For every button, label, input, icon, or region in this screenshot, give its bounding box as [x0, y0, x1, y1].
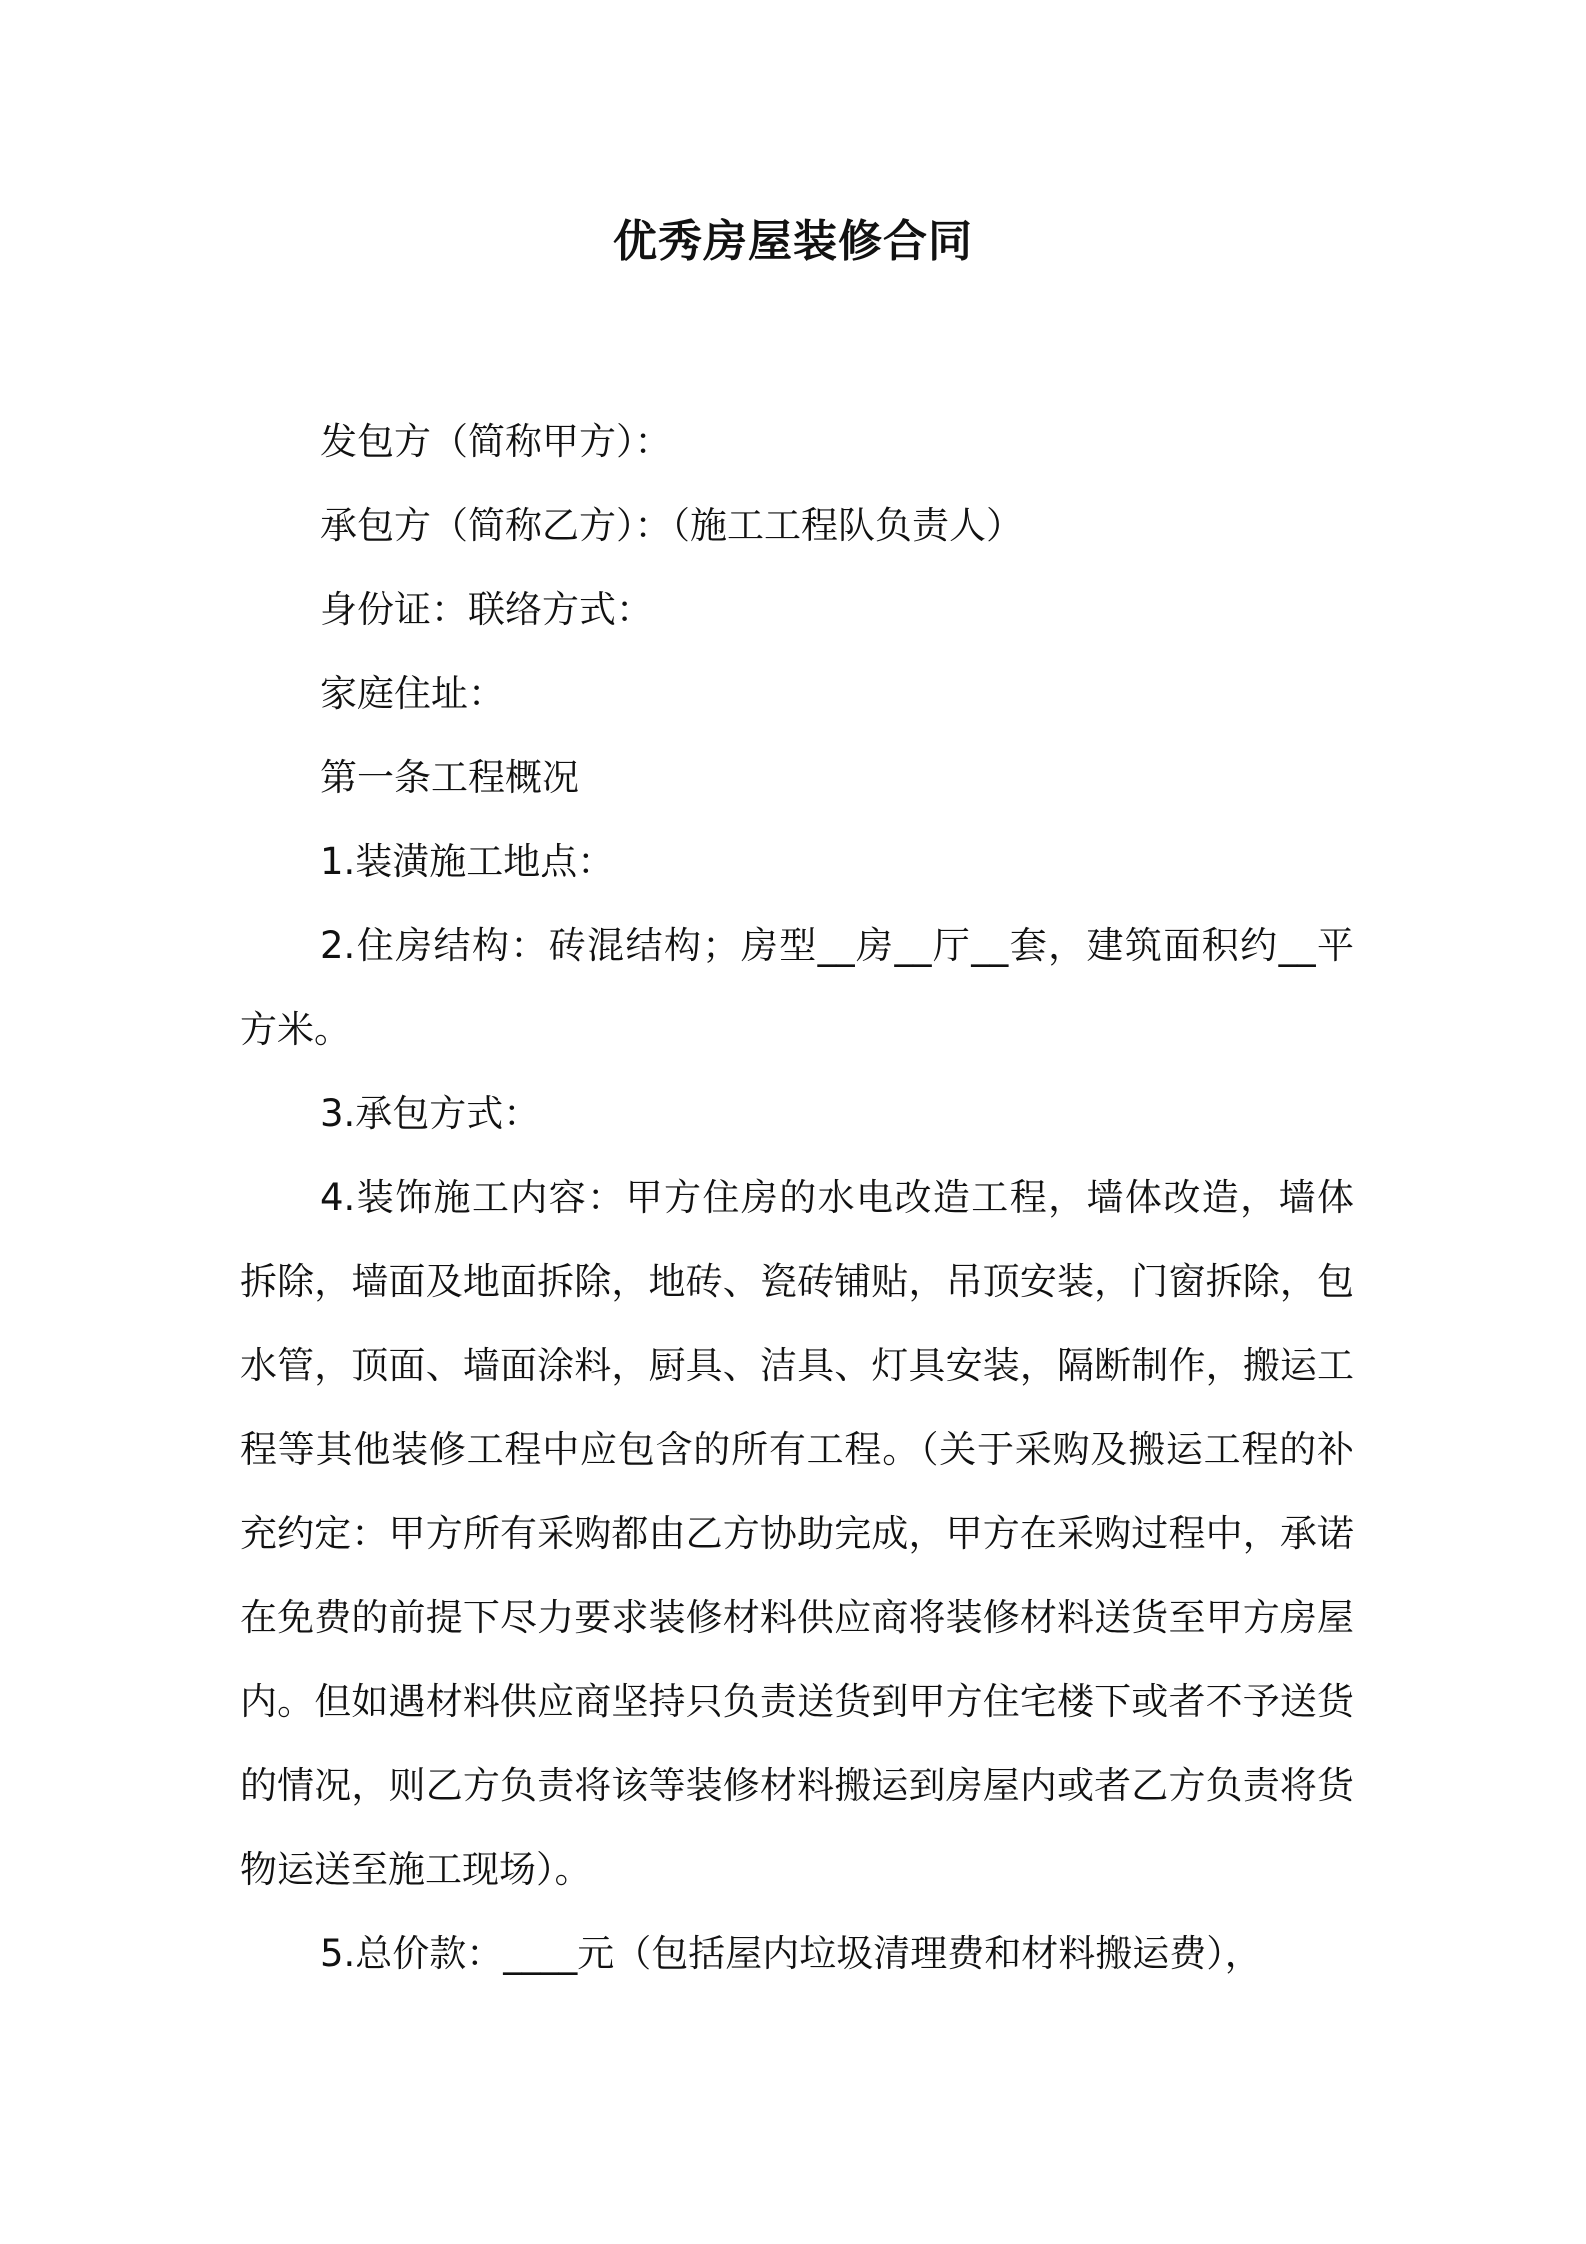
clause-3: 3.承包方式： [320, 1092, 541, 1135]
document-title: 优秀房屋装修合同 [613, 216, 973, 267]
party-b-line: 承包方（简称乙方）：（施工工程队负责人） [320, 504, 1023, 547]
clause-5: 5.总价款：____元（包括屋内垃圾清理费和材料搬运费）， [320, 1932, 1262, 1975]
clause-2: 2.住房结构：砖混结构；房型__房__厅__套，建筑面积约__平方米。 [240, 924, 1354, 1051]
id-contact-line: 身份证：联络方式： [320, 588, 653, 631]
clause-1: 1.装潢施工地点： [320, 840, 615, 883]
document-body [240, 400, 1354, 1996]
clause-4: 4.装饰施工内容：甲方住房的水电改造工程，墙体改造，墙体拆除，墙面及地面拆除，地砖、瓷砖铺贴，吊顶安装，门窗拆除，包水管，顶面、墙面涂料，厨具、洁具、灯具安装，隔断制作，搬运工程等其他装修工程中应包含的所有工程。（关于采购及搬运工程的补充约定：甲方所有采购都由乙方协助完成，甲方在采购过程中，承诺在免费的前提下尽力要求装修材料供应商将装修材料送货至甲方房屋内。但如遇材料供应商坚持只负责送货到甲方住宅楼下或者不予送货的情况，则乙方负责将该等装修材料搬运到房屋内或者乙方负责将货物运送至施工现场）。 [240, 1176, 1354, 1891]
party-a-line: 发包方（简称甲方）： [320, 420, 672, 463]
article-heading: 第一条工程概况 [320, 756, 579, 799]
home-address-line: 家庭住址： [320, 672, 505, 715]
